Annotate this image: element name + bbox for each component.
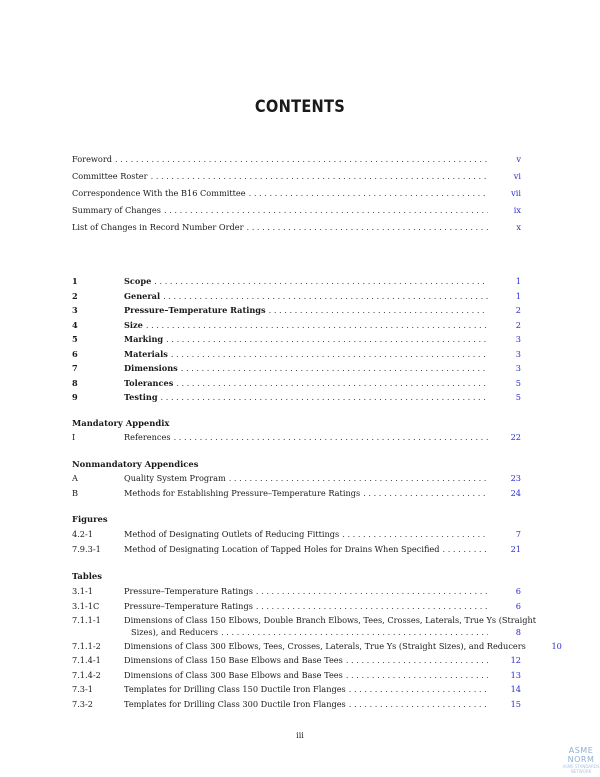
toc-entry-committee-roster[interactable] [72, 170, 521, 183]
table-number: 7.1.1-1 [72, 615, 101, 625]
toc-page-link[interactable]: ix [513, 205, 521, 215]
toc-figure-7-9-3-1[interactable] [72, 543, 521, 556]
section-title: Pressure–Temperature Ratings [124, 305, 266, 315]
section-title: Scope [124, 276, 152, 286]
toc-page-link[interactable]: 13 [510, 669, 521, 680]
leader-dots [269, 304, 488, 317]
mandatory-appendix-heading: Mandatory Appendix [72, 418, 170, 428]
leader-dots [249, 187, 488, 200]
leader-dots [229, 472, 488, 485]
toc-entry-label: Summary of Changes [72, 205, 161, 215]
toc-table-3-1-1[interactable] [72, 585, 521, 598]
leader-dots [171, 348, 488, 361]
toc-page-link[interactable]: 2 [515, 305, 521, 315]
toc-entry-label: Correspondence With the B16 Committee [72, 188, 246, 198]
section-number: 3 [72, 305, 78, 315]
watermark-logo [555, 746, 600, 774]
toc-page-link[interactable]: vi [513, 171, 521, 181]
table-title: Pressure–Temperature Ratings [124, 600, 253, 611]
leader-dots [164, 204, 488, 217]
toc-page-link[interactable]: 21 [510, 543, 521, 554]
toc-section-6[interactable] [72, 348, 521, 361]
toc-appendix-B[interactable] [72, 487, 521, 500]
toc-page-link[interactable]: 10 [551, 640, 562, 651]
toc-page-link[interactable]: 1 [515, 290, 521, 301]
leader-dots [115, 153, 488, 166]
table-number: 7.1.1-2 [72, 640, 101, 651]
table-title: Dimensions of Class 150 Elbows, Double Branch Elbows, Tees, Crosses, Laterals, True Ys (Straight [124, 615, 537, 625]
table-title: Templates for Drilling Class 150 Ductile Iron Flanges [124, 684, 346, 694]
leader-dots [146, 319, 488, 332]
toc-figure-4-2-1[interactable] [72, 528, 521, 541]
leader-dots [174, 431, 488, 444]
leader-dots [163, 290, 488, 303]
toc-page-link[interactable]: 22 [510, 432, 521, 442]
toc-page-link[interactable]: 23 [510, 473, 521, 483]
figure-title: Method of Designating Location of Tapped Holes for Drains When Specified [124, 543, 440, 554]
tables-heading: Tables [72, 571, 102, 581]
leader-dots [256, 600, 488, 613]
toc-page-link[interactable]: vii [511, 188, 521, 198]
toc-section-7[interactable] [72, 362, 521, 375]
toc-entry-list-of-changes[interactable] [72, 221, 521, 234]
leader-dots [166, 333, 488, 346]
appendix-number: B [72, 487, 79, 498]
toc-page-link[interactable]: 1 [515, 276, 521, 286]
toc-page-link[interactable]: 2 [515, 319, 521, 330]
table-title: Dimensions of Class 300 Elbows, Tees, Crosses, Laterals, True Ys (Straight Sizes), and Reducers [124, 640, 526, 651]
toc-page-link[interactable]: 12 [510, 655, 521, 665]
leader-dots [349, 698, 488, 711]
toc-table-7-3-1[interactable] [72, 683, 521, 696]
leader-dots [161, 391, 488, 404]
toc-entry-label: Foreword [72, 154, 113, 164]
toc-page-link[interactable]: v [516, 154, 521, 164]
table-title: Pressure–Temperature Ratings [124, 586, 253, 596]
table-number: 7.3-2 [72, 698, 93, 709]
toc-table-7-1-1-1[interactable] [72, 615, 537, 639]
toc-table-7-1-1-2[interactable] [72, 640, 562, 653]
toc-table-7-1-4-2[interactable] [72, 669, 521, 682]
toc-section-4[interactable] [72, 319, 521, 332]
watermark-logo-text: ASME NORM [567, 746, 595, 764]
toc-appendix-I[interactable] [72, 431, 521, 444]
table-number: 3.1-1C [72, 600, 100, 611]
toc-entry-correspondence[interactable] [72, 187, 521, 200]
section-number: 1 [72, 276, 78, 286]
leader-dots [443, 543, 489, 556]
toc-section-2[interactable] [72, 290, 521, 303]
figure-number: 4.2-1 [72, 529, 93, 539]
page-title: CONTENTS [254, 97, 346, 117]
leader-dots [342, 528, 488, 541]
table-number: 7.1.4-2 [72, 669, 101, 680]
page-number: iii [296, 731, 304, 740]
table-number: 7.3-1 [72, 684, 93, 694]
table-number: 3.1-1 [72, 586, 93, 596]
leader-dots [151, 170, 488, 183]
nonmandatory-appendices-heading: Nonmandatory Appendices [72, 459, 199, 469]
section-number: 2 [72, 290, 78, 301]
section-number: 7 [72, 363, 78, 373]
section-title: General [124, 290, 161, 301]
toc-page-link[interactable]: x [516, 222, 521, 232]
toc-section-9[interactable] [72, 391, 521, 404]
section-title: Size [124, 319, 143, 330]
toc-entry-summary-of-changes[interactable] [72, 204, 521, 217]
leader-dots [349, 683, 488, 696]
toc-page-link[interactable]: 3 [515, 348, 521, 359]
toc-page-link[interactable]: 14 [510, 684, 521, 694]
table-title: Templates for Drilling Class 300 Ductile Iron Flanges [124, 698, 346, 709]
figure-title: Method of Designating Outlets of Reducing Fittings [124, 529, 340, 539]
toc-table-3-1-1C[interactable] [72, 600, 521, 613]
toc-page-link[interactable]: 3 [515, 363, 521, 373]
toc-page-link[interactable]: 24 [510, 487, 521, 498]
toc-entry-foreword[interactable] [72, 153, 521, 166]
table-title: Dimensions of Class 150 Base Elbows and Base Tees [124, 655, 343, 665]
table-title-line2: Sizes), and Reducers [131, 626, 219, 637]
leader-dots [346, 654, 488, 667]
table-title-continuation [124, 627, 521, 639]
section-number: 4 [72, 319, 78, 330]
toc-appendix-A[interactable] [72, 472, 521, 485]
leader-dots [154, 275, 488, 288]
toc-page-link[interactable]: 6 [515, 600, 521, 611]
toc-table-7-3-2[interactable] [72, 698, 521, 711]
appendix-title: Methods for Establishing Pressure–Temperature Ratings [124, 487, 361, 498]
section-title: Testing [124, 392, 158, 402]
section-number: 9 [72, 392, 78, 402]
toc-entry-label: Committee Roster [72, 171, 148, 181]
toc-section-8[interactable] [72, 377, 521, 390]
section-title: Tolerances [124, 377, 174, 388]
toc-page-link[interactable]: 8 [515, 626, 521, 637]
section-number: 6 [72, 348, 78, 359]
toc-entry-label: List of Changes in Record Number Order [72, 222, 244, 232]
leader-dots [181, 362, 488, 375]
toc-section-5[interactable] [72, 333, 521, 346]
toc-page-link[interactable]: 5 [515, 377, 521, 388]
appendix-title: References [124, 432, 171, 442]
section-title: Materials [124, 348, 168, 359]
section-number: 5 [72, 334, 78, 344]
section-title: Dimensions [124, 363, 178, 373]
toc-section-1[interactable] [72, 275, 521, 288]
table-number: 7.1.4-1 [72, 655, 101, 665]
appendix-number: A [72, 473, 78, 483]
watermark-sub-text: ASME STANDARDS NETWORK [562, 764, 600, 774]
section-title: Marking [124, 334, 164, 344]
figure-number: 7.9.3-1 [72, 543, 101, 554]
toc-page-link[interactable]: 5 [515, 392, 521, 402]
toc-page-link[interactable]: 15 [510, 698, 521, 709]
appendix-title: Quality System Program [124, 473, 226, 483]
toc-page-link[interactable]: 3 [515, 334, 521, 344]
leader-dots [346, 669, 488, 682]
toc-page-link[interactable]: 7 [515, 529, 521, 539]
leader-dots [363, 487, 488, 500]
toc-table-7-1-4-1[interactable] [72, 654, 521, 667]
toc-section-3[interactable] [72, 304, 521, 317]
leader-dots [256, 585, 488, 598]
leader-dots [221, 627, 488, 639]
table-title: Dimensions of Class 300 Base Elbows and Base Tees [124, 669, 343, 680]
toc-page-link[interactable]: 6 [515, 586, 521, 596]
leader-dots [176, 377, 488, 390]
section-number: 8 [72, 377, 78, 388]
leader-dots [247, 221, 488, 234]
figures-heading: Figures [72, 514, 108, 524]
appendix-number: I [72, 432, 76, 442]
